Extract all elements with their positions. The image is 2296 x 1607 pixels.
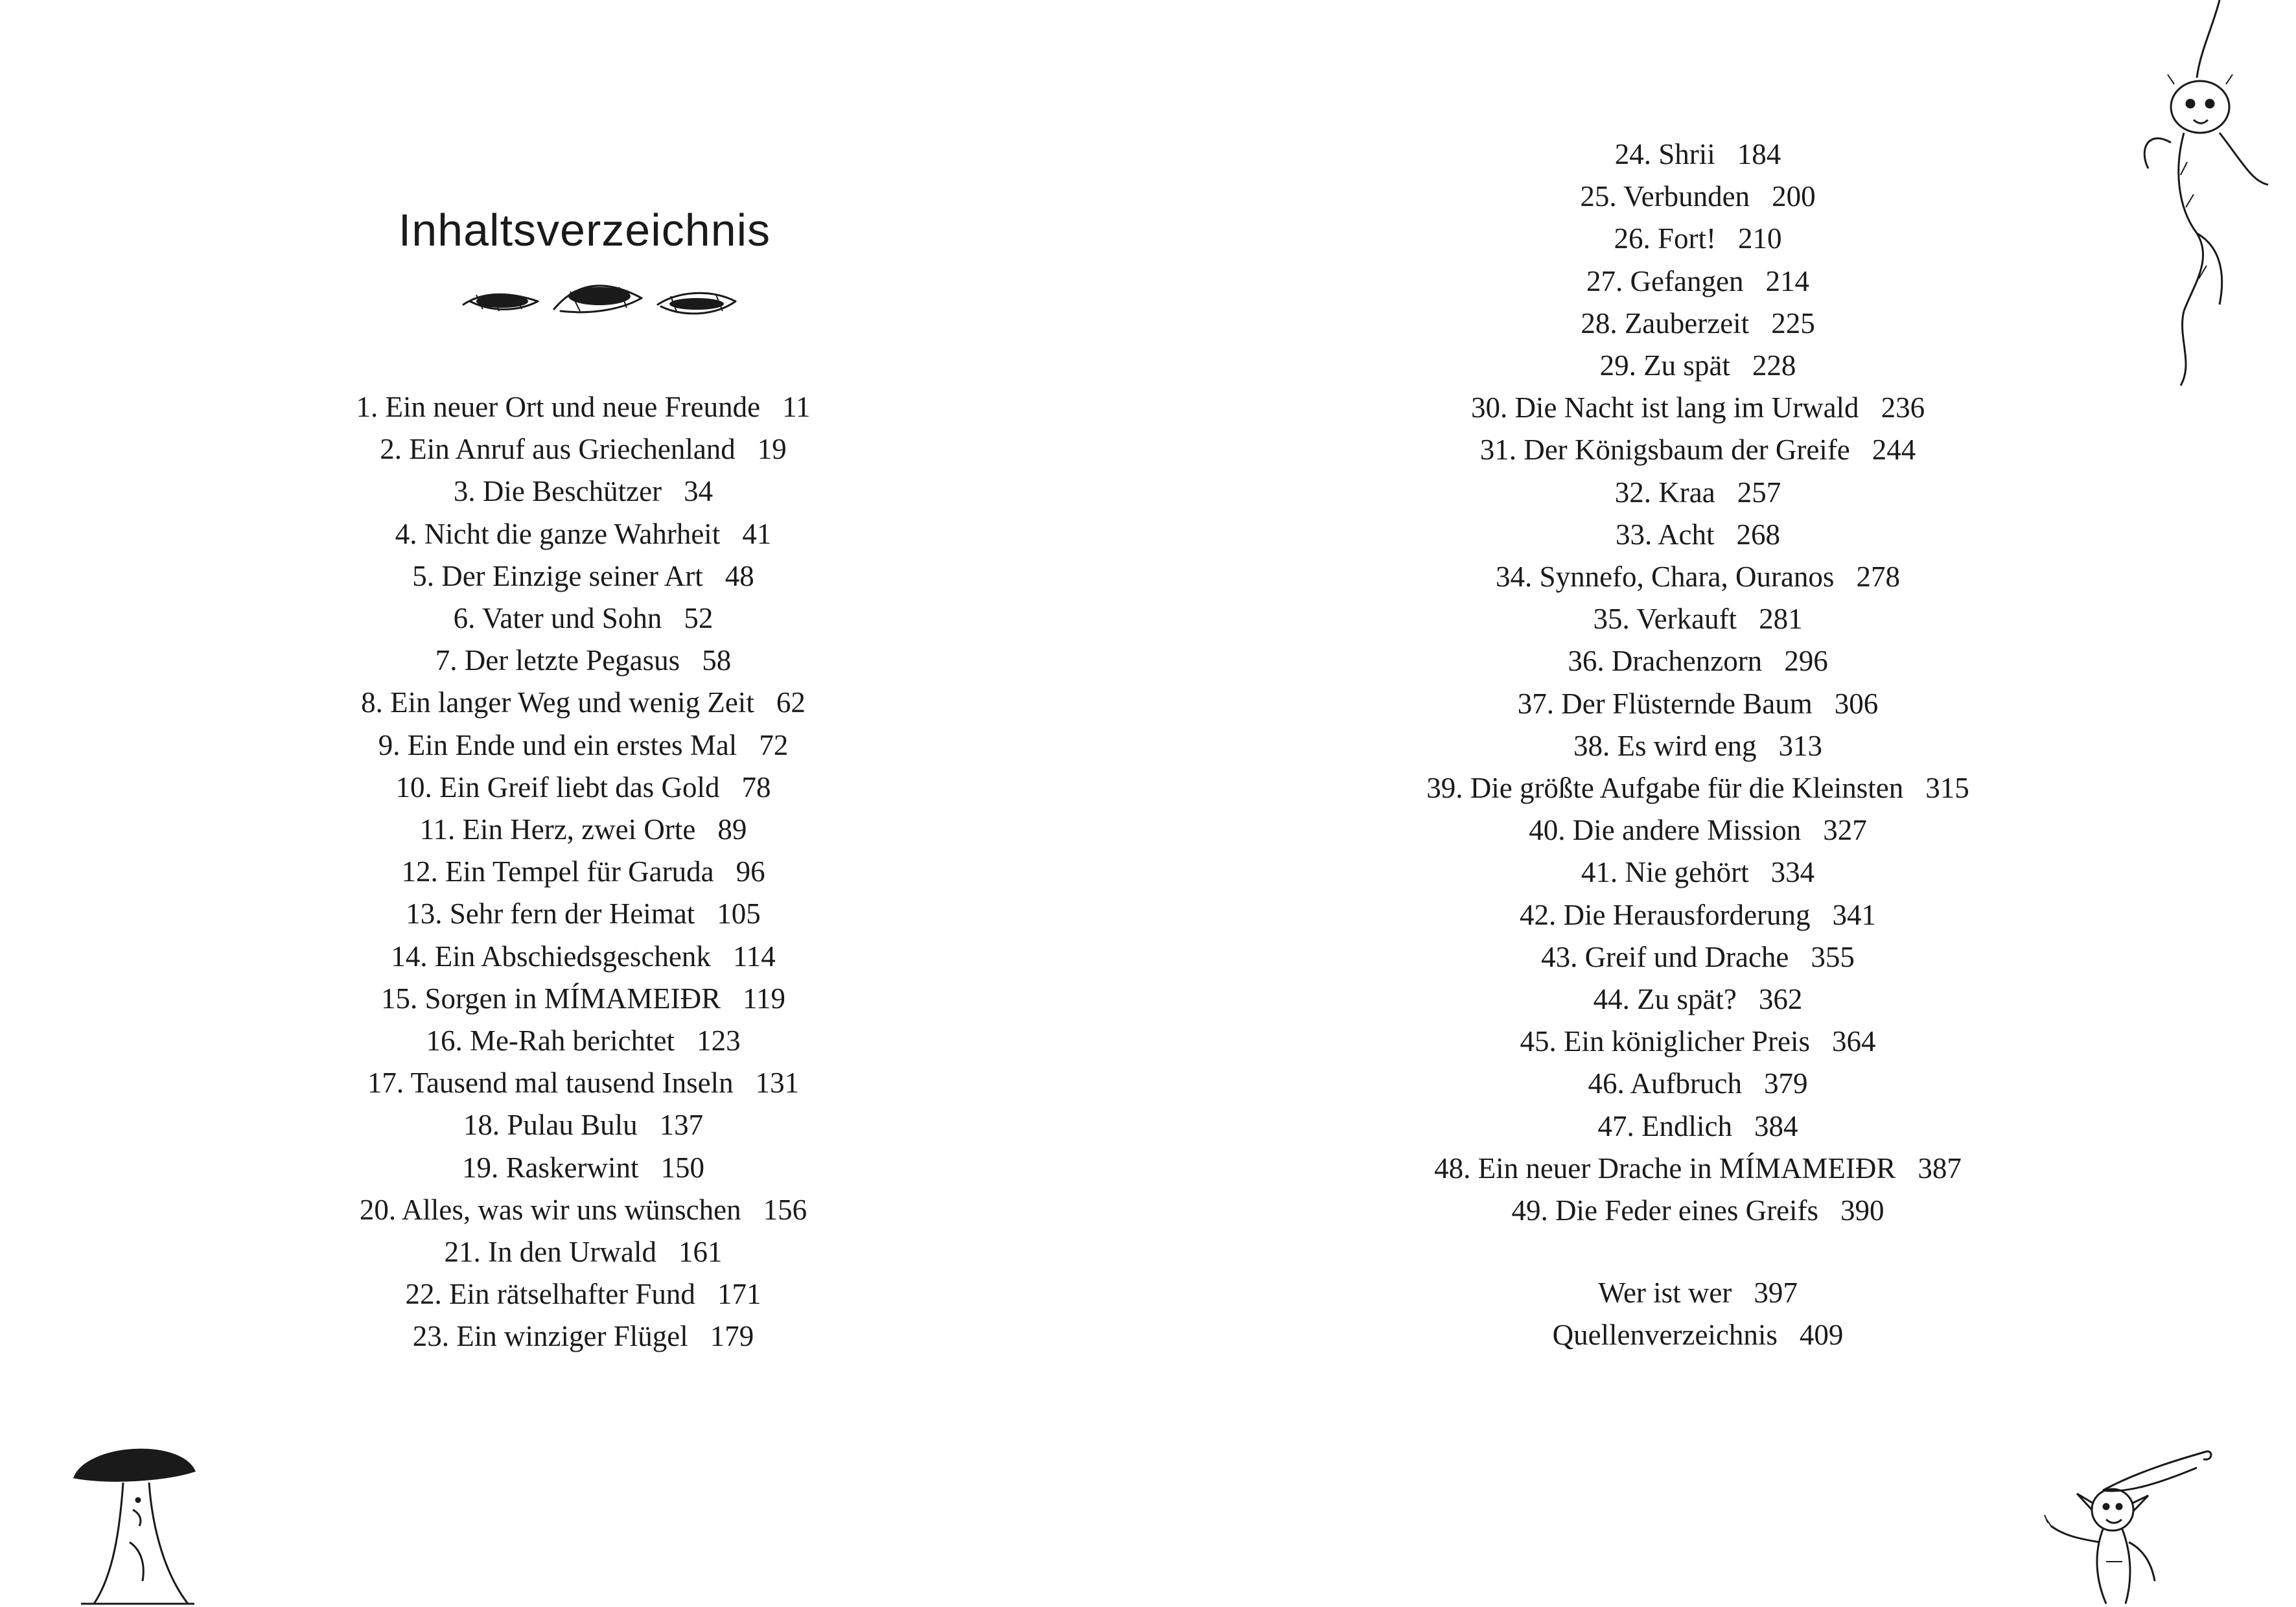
- toc-entry[interactable]: [324, 640, 842, 682]
- toc-entry-page: 278: [1856, 561, 1900, 594]
- toc-entry-page: 397: [1754, 1277, 1798, 1309]
- toc-entry-page: 137: [659, 1109, 704, 1142]
- page-title: Inhaltsverzeichnis: [398, 205, 771, 255]
- toc-entry-page: 114: [732, 940, 776, 973]
- toc-entry[interactable]: [1335, 345, 2061, 387]
- toc-entry-label: 32. Kraa: [1614, 476, 1715, 509]
- toc-entry-page: 210: [1738, 222, 1782, 255]
- right-page: [1148, 0, 2296, 1607]
- toc-entry-label: 20. Alles, was wir uns wünschen: [359, 1193, 741, 1226]
- toc-entry-page: 313: [1778, 729, 1822, 762]
- toc-entry[interactable]: [1335, 640, 2061, 682]
- toc-entry-label: 4. Nicht die ganze Wahrheit: [395, 517, 721, 550]
- toc-entry-page: 72: [759, 728, 789, 761]
- toc-entry[interactable]: [1335, 894, 2061, 936]
- toc-entry-page: 171: [717, 1278, 761, 1311]
- toc-entry[interactable]: [1335, 683, 2061, 725]
- toc-entry[interactable]: [1335, 809, 2061, 851]
- toc-entry-page: 184: [1737, 138, 1781, 170]
- toc-entry-page: 334: [1770, 856, 1815, 889]
- toc-entry-label: 8. Ein langer Weg und wenig Zeit: [361, 686, 754, 719]
- toc-entry[interactable]: [1335, 514, 2061, 556]
- toc-entry[interactable]: [1335, 133, 2061, 176]
- toc-entry[interactable]: [324, 1273, 842, 1315]
- toc-entry-label: 18. Pulau Bulu: [463, 1109, 638, 1142]
- toc-entry-page: 306: [1834, 687, 1879, 720]
- toc-entry-page: 268: [1736, 518, 1780, 551]
- toc-entry[interactable]: [1335, 767, 2061, 809]
- toc-entry[interactable]: [1335, 1190, 2061, 1232]
- toc-entry[interactable]: [1335, 429, 2061, 471]
- toc-entry-page: 179: [710, 1320, 754, 1353]
- toc-entry[interactable]: [324, 893, 842, 935]
- monkey-illustration: [2122, 0, 2278, 389]
- toc-entry-page: 48: [725, 559, 754, 592]
- toc-entry[interactable]: [1335, 176, 2061, 218]
- toc-entry-label: 39. Die größte Aufgabe für die Kleinsten: [1426, 772, 1904, 805]
- toc-list-left: [324, 386, 842, 1358]
- toc-entry-label: 12. Ein Tempel für Garuda: [401, 855, 714, 888]
- toc-entry-label: 42. Die Herausforderung: [1519, 898, 1811, 931]
- toc-entry[interactable]: [1335, 472, 2061, 514]
- toc-entry[interactable]: [324, 1231, 842, 1273]
- toc-entry-page: 225: [1771, 306, 1815, 340]
- toc-entry[interactable]: [324, 1147, 842, 1189]
- toc-entry-label: 37. Der Flüsternde Baum: [1517, 687, 1813, 720]
- toc-entry[interactable]: [1335, 1272, 2061, 1314]
- toc-entry-page: 78: [741, 770, 771, 804]
- toc-entry-page: 387: [1918, 1151, 1962, 1185]
- toc-entry-page: 379: [1763, 1067, 1808, 1100]
- toc-entry[interactable]: [1335, 303, 2061, 345]
- toc-entry-page: 315: [1925, 772, 1969, 805]
- toc-entry[interactable]: [1335, 556, 2061, 598]
- toc-entry[interactable]: [324, 555, 842, 597]
- toc-entry-label: 28. Zauberzeit: [1581, 306, 1750, 340]
- toc-entry-label: 15. Sorgen in MÍMAMEIÐR: [380, 982, 721, 1015]
- toc-entry[interactable]: [324, 767, 842, 809]
- toc-entry[interactable]: [324, 809, 842, 851]
- toc-entry-label: 29. Zu spät: [1599, 349, 1730, 382]
- toc-entry-page: 228: [1752, 349, 1796, 382]
- toc-entry-label: 11. Ein Herz, zwei Orte: [419, 813, 696, 846]
- toc-entry[interactable]: [1335, 218, 2061, 260]
- toc-entry[interactable]: [324, 1189, 842, 1231]
- toc-entry-page: 131: [755, 1067, 800, 1100]
- toc-entry[interactable]: [324, 513, 842, 555]
- toc-entry[interactable]: [324, 597, 842, 640]
- toc-entry-page: 123: [697, 1024, 741, 1058]
- toc-entry-label: 48. Ein neuer Drache in MÍMAMEIÐR: [1434, 1151, 1896, 1185]
- toc-entry-page: 257: [1737, 476, 1781, 509]
- toc-entry-page: 105: [717, 897, 761, 931]
- toc-entry-page: 11: [782, 391, 811, 423]
- toc-entry-label: 38. Es wird eng: [1573, 729, 1757, 762]
- toc-entry[interactable]: [1335, 978, 2061, 1021]
- toc-entry-label: 1. Ein neuer Ort und neue Freunde: [356, 391, 761, 423]
- toc-entry-page: 236: [1881, 391, 1925, 424]
- toc-entry-page: 156: [763, 1193, 807, 1226]
- toc-entry[interactable]: [1335, 1105, 2061, 1148]
- toc-entry-label: 14. Ein Abschiedsgeschenk: [391, 940, 711, 973]
- toc-entry-page: 362: [1758, 983, 1803, 1016]
- toc-entry-label: 43. Greif und Drache: [1541, 940, 1789, 973]
- toc-entry-label: 3. Die Beschützer: [453, 475, 662, 508]
- toc-entry[interactable]: [1335, 851, 2061, 894]
- toc-entry-label: 27. Gefangen: [1586, 264, 1744, 297]
- toc-entry-page: 58: [702, 644, 732, 677]
- toc-entry-page: 281: [1759, 603, 1803, 636]
- toc-entry-page: 244: [1872, 434, 1916, 467]
- toc-entry-label: 44. Zu spät?: [1593, 983, 1737, 1016]
- toc-entry-label: 30. Die Nacht ist lang im Urwald: [1470, 391, 1859, 424]
- toc-entry-label: 17. Tausend mal tausend Inseln: [367, 1067, 734, 1100]
- toc-entry[interactable]: [324, 470, 842, 513]
- toc-entry-page: 119: [743, 982, 786, 1015]
- toc-entry[interactable]: [324, 428, 842, 470]
- toc-entry-label: 13. Sehr fern der Heimat: [406, 897, 695, 931]
- toc-entry-page: 214: [1765, 264, 1809, 297]
- toc-entry-page: 355: [1811, 940, 1855, 973]
- toc-entry[interactable]: [1335, 1148, 2061, 1190]
- toc-entry[interactable]: [324, 1020, 842, 1062]
- toc-entry-page: 200: [1772, 180, 1816, 213]
- toc-entry-page: 41: [742, 517, 772, 550]
- toc-list-appendix: [1335, 1272, 2061, 1356]
- toc-entry-page: 384: [1754, 1109, 1798, 1142]
- toc-entry-label: 35. Verkauft: [1593, 603, 1737, 636]
- toc-entry-label: 26. Fort!: [1614, 222, 1716, 255]
- toc-entry-label: 7. Der letzte Pegasus: [435, 644, 680, 677]
- toc-entry-label: 46. Aufbruch: [1588, 1067, 1742, 1100]
- toc-entry-label: 9. Ein Ende und ein erstes Mal: [378, 728, 737, 761]
- toc-entry-label: 45. Ein königlicher Preis: [1520, 1025, 1810, 1058]
- toc-entry-page: 34: [684, 475, 713, 508]
- elf-illustration: [2041, 1445, 2216, 1607]
- toc-entry[interactable]: [324, 1315, 842, 1358]
- mushroom-creature-illustration: [68, 1432, 198, 1607]
- toc-entry[interactable]: [1335, 598, 2061, 640]
- feather-ornament-icon: [457, 275, 742, 327]
- toc-entry-label: 19. Raskerwint: [462, 1151, 639, 1184]
- toc-entry-page: 409: [1799, 1319, 1844, 1352]
- toc-entry-page: 19: [757, 433, 787, 466]
- toc-entry-label: 40. Die andere Mission: [1529, 814, 1802, 847]
- toc-entry[interactable]: [324, 724, 842, 767]
- toc-entry[interactable]: [324, 682, 842, 724]
- toc-entry-label: 41. Nie gehört: [1581, 856, 1749, 889]
- toc-entry-label: 6. Vater und Sohn: [453, 602, 662, 635]
- toc-entry-page: 390: [1840, 1194, 1884, 1227]
- toc-entry-label: Wer ist wer: [1598, 1277, 1732, 1309]
- toc-entry-label: 16. Me-Rah berichtet: [426, 1024, 675, 1058]
- toc-entry-label: 31. Der Königsbaum der Greife: [1479, 434, 1850, 467]
- toc-entry-label: 47. Endlich: [1597, 1109, 1732, 1142]
- toc-entry[interactable]: [1335, 725, 2061, 767]
- toc-entry-label: 25. Verbunden: [1580, 180, 1750, 213]
- toc-entry-label: 33. Acht: [1616, 518, 1715, 551]
- toc-entry-page: 62: [776, 686, 806, 719]
- toc-list-right: [1335, 133, 2061, 1232]
- toc-entry-page: 341: [1832, 898, 1877, 931]
- toc-entry[interactable]: [324, 1104, 842, 1146]
- toc-entry-label: 22. Ein rätselhafter Fund: [405, 1278, 695, 1311]
- toc-entry[interactable]: [324, 386, 842, 428]
- toc-entry-page: 89: [717, 813, 747, 846]
- toc-entry[interactable]: [324, 851, 842, 893]
- toc-entry-page: 150: [660, 1151, 704, 1184]
- toc-entry-label: 21. In den Urwald: [444, 1236, 656, 1269]
- toc-entry-label: 5. Der Einzige seiner Art: [412, 559, 703, 592]
- toc-entry-page: 296: [1784, 645, 1828, 678]
- toc-entry[interactable]: [1335, 387, 2061, 429]
- toc-entry[interactable]: [324, 1062, 842, 1104]
- toc-entry[interactable]: [1335, 1314, 2061, 1356]
- toc-entry[interactable]: [1335, 260, 2061, 303]
- toc-entry-label: 10. Ein Greif liebt das Gold: [395, 770, 720, 804]
- toc-entry[interactable]: [1335, 936, 2061, 978]
- toc-entry-page: 364: [1831, 1025, 1876, 1058]
- toc-entry-label: 24. Shrii: [1614, 138, 1715, 170]
- toc-entry[interactable]: [1335, 1063, 2061, 1105]
- toc-entry[interactable]: [324, 978, 842, 1020]
- toc-entry-label: 36. Drachenzorn: [1568, 645, 1763, 678]
- toc-entry-label: 49. Die Feder eines Greifs: [1511, 1194, 1819, 1227]
- toc-entry-label: 34. Synnefo, Chara, Ouranos: [1496, 561, 1835, 594]
- toc-entry[interactable]: [1335, 1021, 2061, 1063]
- toc-entry-label: Quellenverzeichnis: [1552, 1319, 1778, 1352]
- toc-entry-label: 23. Ein winziger Flügel: [412, 1320, 688, 1353]
- toc-entry-page: 52: [684, 602, 713, 635]
- toc-entry-label: 2. Ein Anruf aus Griechenland: [380, 433, 736, 466]
- toc-entry-page: 327: [1823, 814, 1867, 847]
- toc-entry[interactable]: [324, 936, 842, 978]
- toc-entry-page: 96: [736, 855, 765, 888]
- toc-entry-page: 161: [678, 1236, 723, 1269]
